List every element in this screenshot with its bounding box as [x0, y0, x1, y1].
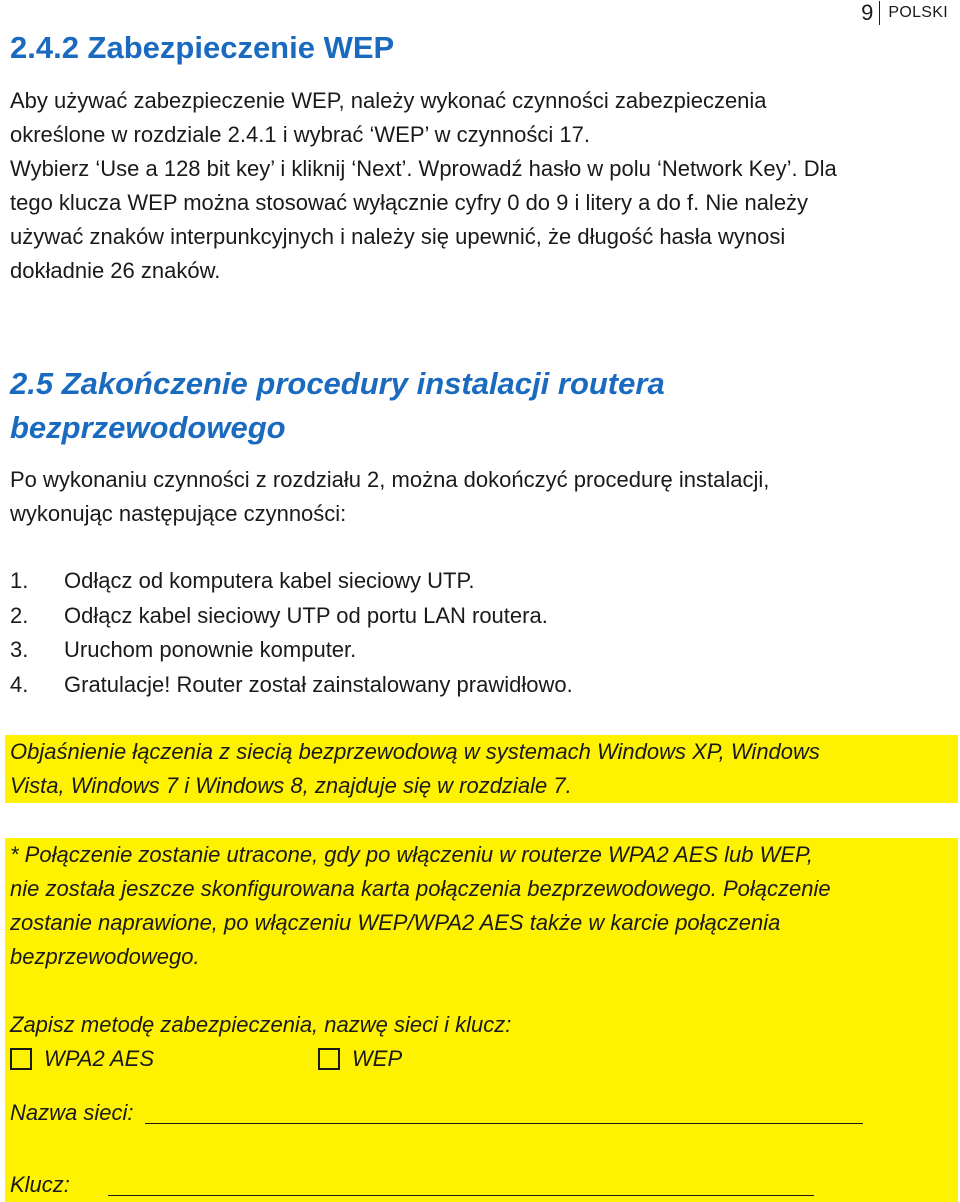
option-wpa2-aes[interactable]	[10, 1042, 154, 1076]
key-field[interactable]	[108, 1173, 814, 1196]
text-line: bezprzewodowego.	[10, 944, 200, 969]
option-wep[interactable]	[318, 1042, 402, 1076]
key-row	[10, 1168, 953, 1202]
heading-finish-installation	[10, 362, 910, 450]
heading-line: 2.5 Zakończenie procedury instalacji routera	[10, 366, 665, 401]
text-line: Wybierz ‘Use a 128 bit key’ i kliknij ‘Next’. Wprowadź hasło w polu ‘Network Key’. Dla	[10, 156, 837, 181]
info-highlight-box	[5, 735, 958, 803]
step-text: Uruchom ponownie komputer.	[64, 637, 357, 662]
save-prompt: Zapisz metodę zabezpieczenia, nazwę sieci i klucz:	[10, 1012, 512, 1037]
heading-wep-security: 2.4.2 Zabezpieczenie WEP	[10, 30, 395, 65]
step-text: Odłącz od komputera kabel sieciowy UTP.	[64, 568, 475, 593]
step-number: 4.	[10, 671, 29, 697]
page-number: 9	[861, 1, 880, 25]
network-name-row	[10, 1096, 953, 1130]
key-label: Klucz:	[10, 1172, 70, 1197]
text-line: Aby używać zabezpieczenie WEP, należy wykonać czynności zabezpieczenia	[10, 88, 767, 113]
option-label: WEP	[352, 1046, 403, 1071]
text-line: określone w rozdziale 2.4.1 i wybrać ‘WEP’ w czynności 17.	[10, 122, 590, 147]
option-label: WPA2 AES	[44, 1046, 155, 1071]
network-name-field[interactable]	[145, 1101, 863, 1124]
text-line: * Połączenie zostanie utracone, gdy po włączeniu w routerze WPA2 AES lub WEP,	[10, 842, 814, 867]
text-line: Vista, Windows 7 i Windows 8, znajduje się w rozdziale 7.	[10, 773, 572, 798]
page-header	[861, 0, 948, 26]
connection-note	[10, 838, 953, 974]
step-number: 1.	[10, 568, 29, 593]
step-number: 3.	[10, 637, 29, 662]
step-number: 2.	[10, 602, 29, 628]
security-method-options	[10, 1042, 953, 1076]
list-item	[10, 668, 573, 703]
step-text: Gratulacje! Router został zainstalowany prawidłowo.	[64, 671, 573, 697]
text-line: nie została jeszcze skonfigurowana karta połączenia bezprzewodowego. Połączenie	[10, 876, 831, 901]
list-item	[10, 599, 573, 634]
text-line: zostanie naprawione, po włączeniu WEP/WPA2 AES także w karcie połączenia	[10, 910, 781, 935]
wpa2-aes-checkbox[interactable]	[10, 1048, 32, 1070]
text-line: dokładnie 26 znaków.	[10, 258, 221, 283]
list-item	[10, 633, 573, 668]
network-name-label: Nazwa sieci:	[10, 1100, 134, 1125]
finish-paragraph	[10, 463, 950, 531]
list-item	[10, 564, 573, 599]
page-language: POLSKI	[888, 4, 948, 21]
text-line: używać znaków interpunkcyjnych i należy się upewnić, że długość hasła wynosi	[10, 224, 786, 249]
wep-checkbox[interactable]	[318, 1048, 340, 1070]
text-line: tego klucza WEP można stosować wyłącznie cyfry 0 do 9 i litery a do f. Nie należy	[10, 190, 809, 215]
text-line: Po wykonaniu czynności z rozdziału 2, można dokończyć procedurę instalacji,	[10, 467, 770, 492]
heading-line: bezprzewodowego	[10, 410, 286, 445]
steps-list	[10, 564, 573, 702]
note-highlight-box	[5, 838, 958, 1202]
text-line: wykonując następujące czynności:	[10, 501, 347, 526]
wep-paragraph	[10, 84, 950, 288]
step-text: Odłącz kabel sieciowy UTP od portu LAN routera.	[64, 602, 548, 628]
text-line: Objaśnienie łączenia z siecią bezprzewodową w systemach Windows XP, Windows	[10, 739, 820, 764]
